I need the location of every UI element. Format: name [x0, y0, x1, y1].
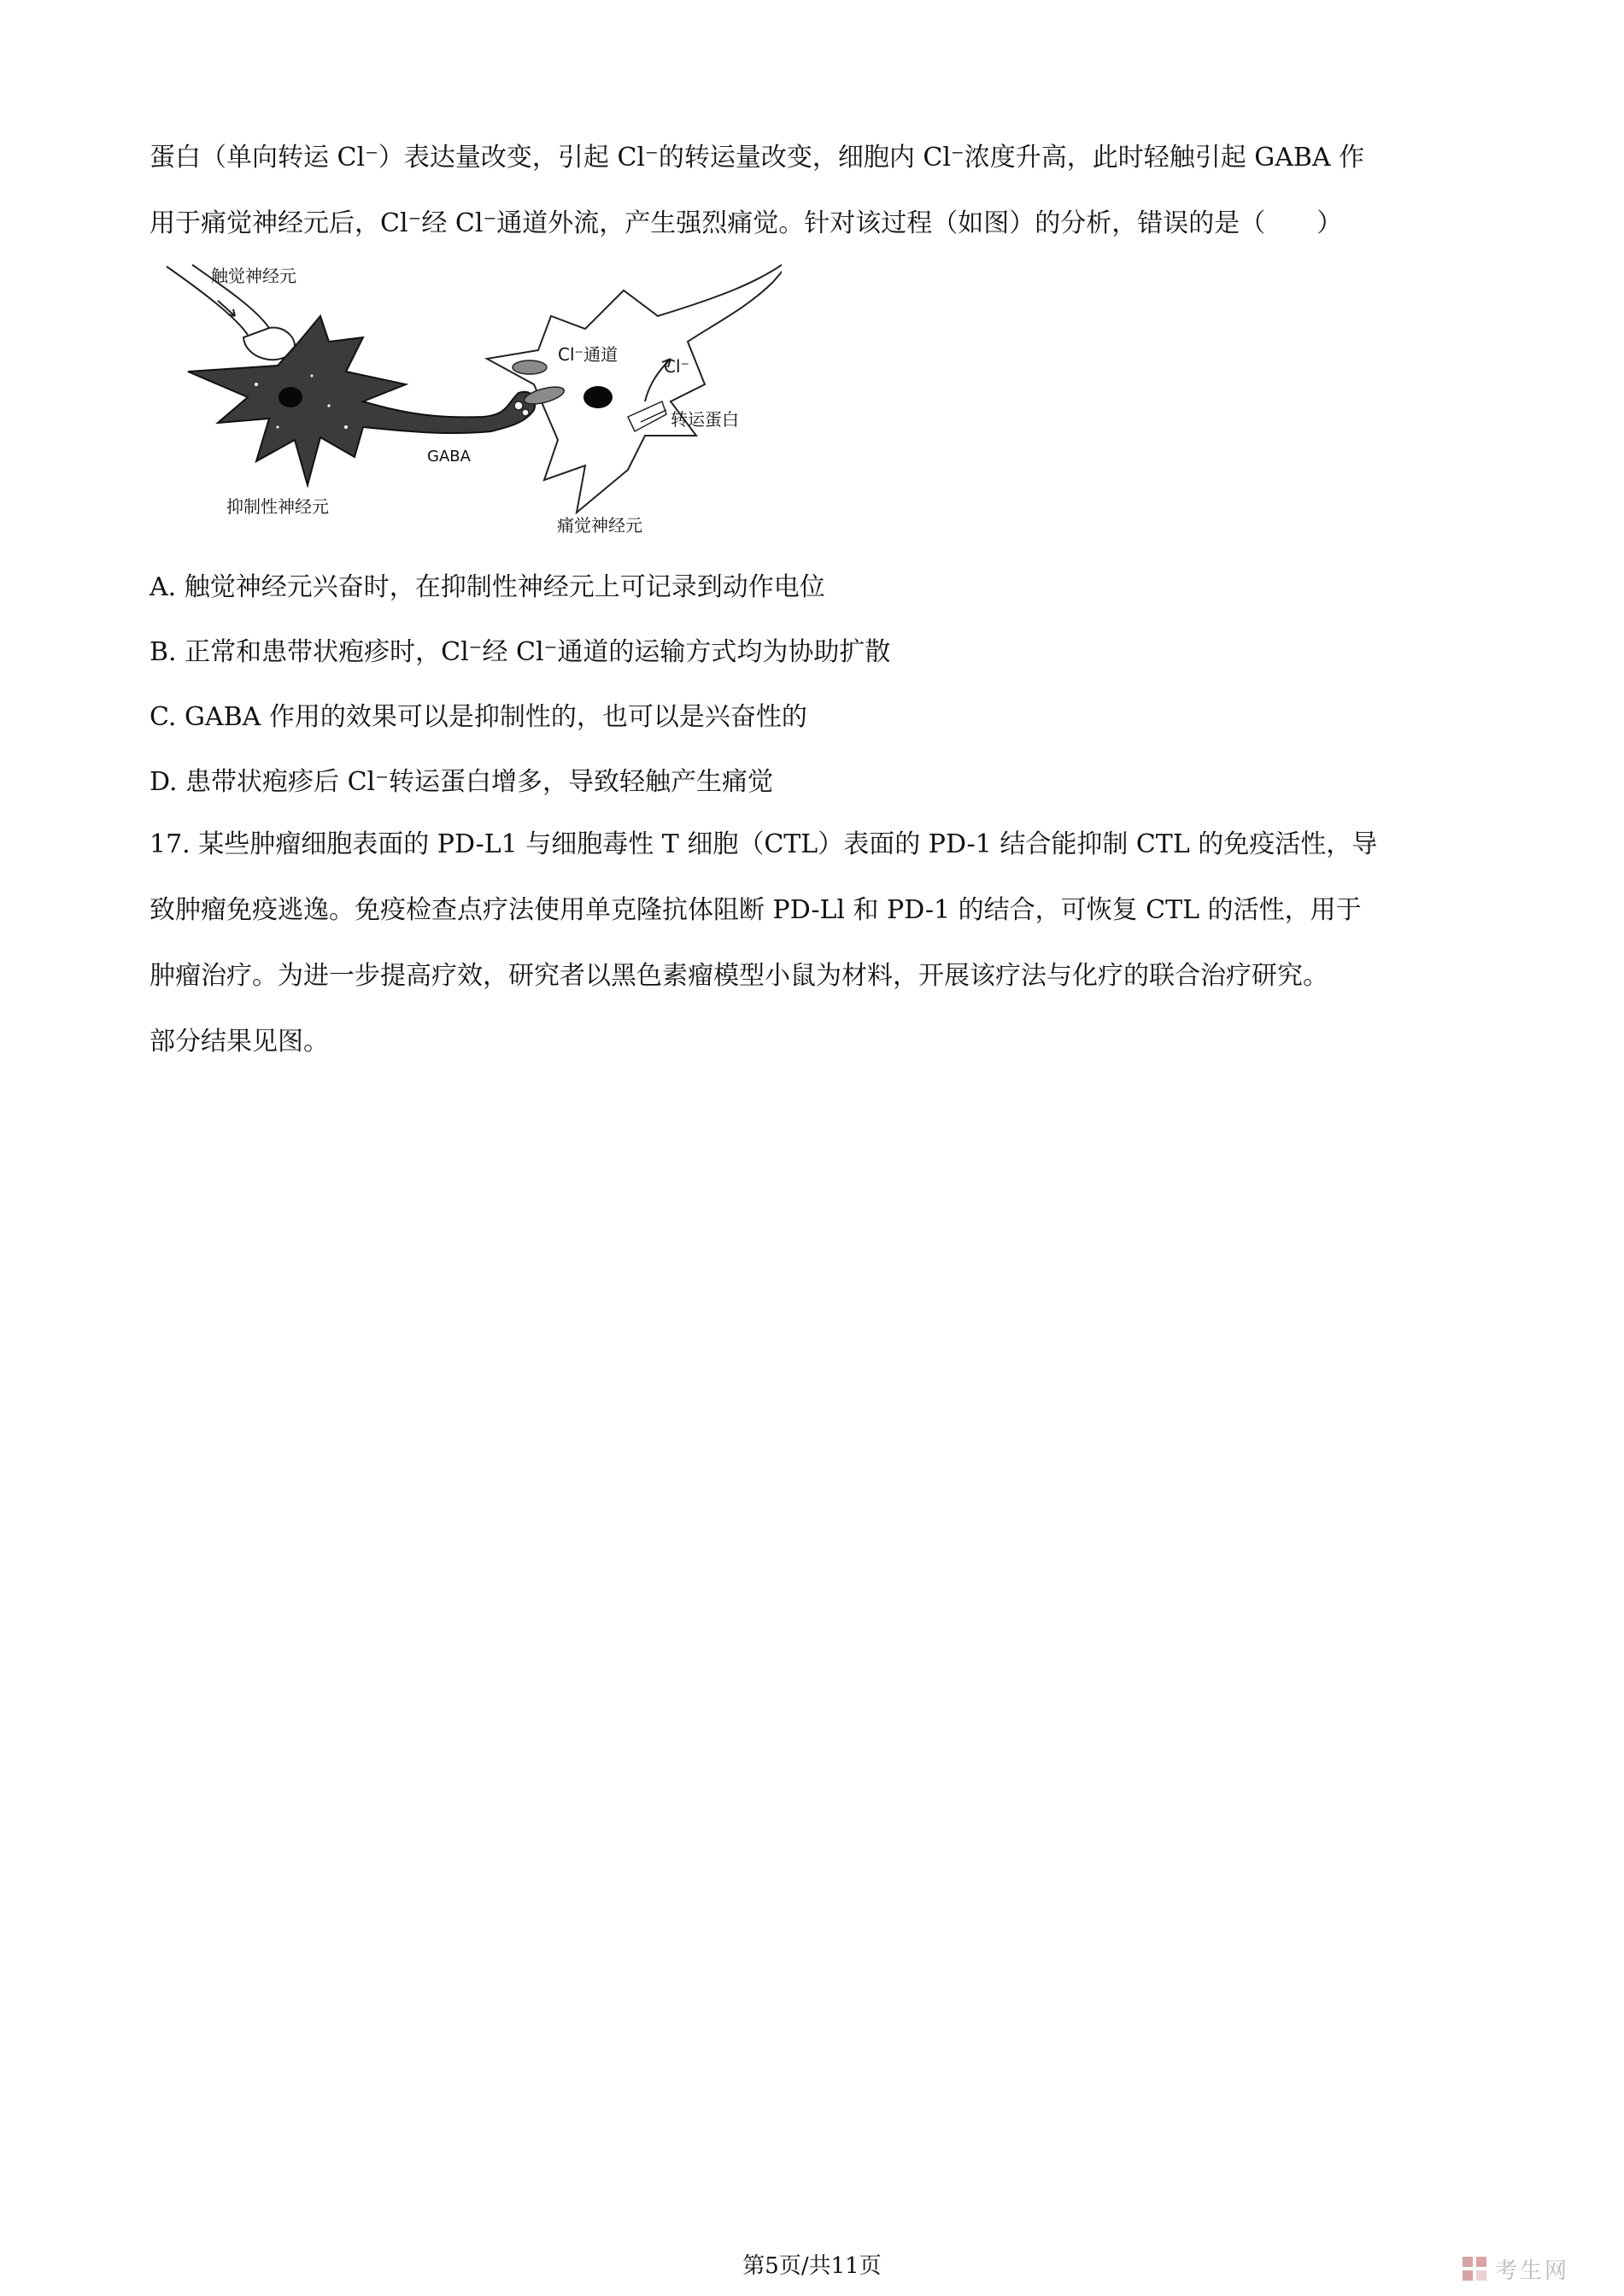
- inhibitory-neuron-body: [188, 316, 535, 485]
- pain-neuron-body: [487, 256, 782, 512]
- label-touch-neuron: 触觉神经元: [211, 266, 296, 286]
- q17-line-3: 肿瘤治疗。为进一步提高疗效，研究者以黑色素瘤模型小鼠为材料，开展该疗法与化疗的联合治疗研究。: [150, 961, 1328, 991]
- label-cl-ion: Cl⁻: [664, 356, 690, 377]
- question-intro: [150, 125, 1482, 256]
- label-pain-neuron: 痛觉神经元: [557, 515, 642, 536]
- neuron-diagram: [150, 256, 782, 538]
- watermark-logo-icon: [1463, 2257, 1488, 2282]
- inhibitory-neuron-nucleus: [278, 387, 302, 407]
- label-transporter: 转运蛋白: [671, 409, 739, 430]
- option-d: D. 患带状疱疹后 Cl⁻转运蛋白增多，导致轻触产生痛觉: [150, 767, 773, 797]
- option-b: B. 正常和患带状疱疹时，Cl⁻经 Cl⁻通道的运输方式均为协助扩散: [150, 637, 891, 667]
- question-17: [150, 811, 1482, 1075]
- label-gaba: GABA: [427, 448, 471, 466]
- q17-line-4: 部分结果见图。: [150, 1027, 329, 1057]
- label-cl-channel: Cl⁻通道: [558, 344, 619, 365]
- q17-line-2: 致肿瘤免疫逃逸。免疫检查点疗法使用单克隆抗体阻断 PD-Ll 和 PD-1 的结合，可恢复 CTL 的活性，用于: [150, 895, 1362, 925]
- q17-line-1: 17. 某些肿瘤细胞表面的 PD-L1 与细胞毒性 T 细胞（CTL）表面的 PD-1 结合能抑制 CTL 的免疫活性，导: [150, 829, 1378, 859]
- pain-neuron-nucleus: [583, 386, 613, 408]
- option-a: A. 触觉神经元兴奋时，在抑制性神经元上可记录到动作电位: [150, 572, 825, 602]
- watermark-text: 考生网: [1495, 2258, 1570, 2284]
- cl-channel: [513, 360, 547, 374]
- page-footer: 第5页/共11页: [742, 2253, 882, 2279]
- intro-line-2: 用于痛觉神经元后，Cl⁻经 Cl⁻通道外流，产生强烈痛觉。针对该过程（如图）的分析，错误的是（ ）: [150, 208, 1343, 238]
- watermark: [1463, 2253, 1569, 2285]
- intro-line-1: 蛋白（单向转运 Cl⁻）表达量改变，引起 Cl⁻的转运量改变，细胞内 Cl⁻浓度升高，此时轻触引起 GABA 作: [150, 143, 1365, 173]
- option-c: C. GABA 作用的效果可以是抑制性的，也可以是兴奋性的: [150, 702, 807, 732]
- label-inhibitory-neuron: 抑制性神经元: [226, 496, 329, 517]
